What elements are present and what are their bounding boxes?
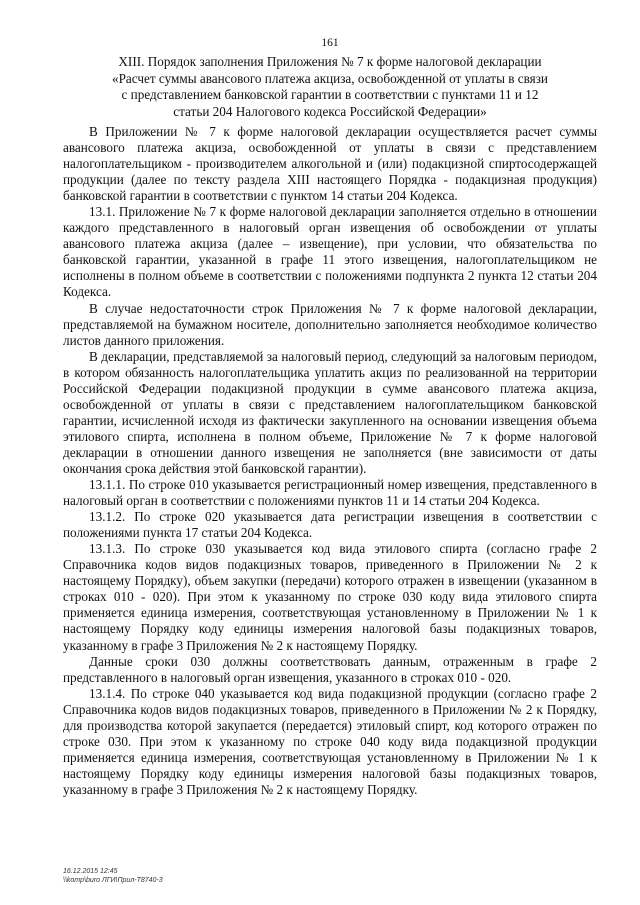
heading-line: статьи 204 Налогового кодекса Российской Федерации» <box>173 103 487 119</box>
heading-line: с представлением банковской гарантии в соответствии с пунктами 11 и 12 <box>121 87 539 102</box>
section-heading <box>63 54 597 120</box>
paragraph-13-1-3: 13.1.3. По строке 030 указывается код вида этилового спирта (согласно графе 2 Справочника кодов видов подакцизных товаров, приведенного в Приложении № 2 к настоящему Порядку), объем закупки (передачи) которого отражен в извещении (указанном в строках 010 - 020). При этом к указанному по строке 030 коду вида этилового спирта применяется единица измерения, соответствующая установленному в Приложении № 1 к настоящему Порядку коду единицы измерения налоговой базы подакцизных товаров, указанному в графе 3 Приложения № 2 к настоящему Порядку. <box>63 541 597 653</box>
heading-line: XIII. Порядок заполнения Приложения № 7 к форме налоговой декларации <box>118 54 542 69</box>
heading-line: «Расчет суммы авансового платежа акциза, освобожденной от уплаты в связи <box>111 70 548 86</box>
file-footer <box>63 868 163 885</box>
footer-path: \\komp\buro ЛГИ\Прил-Т8740-3 <box>63 876 163 884</box>
paragraph-declaration-period: В декларации, представляемой за налоговый период, следующий за налоговым периодом, в котором обязанность налогоплательщика уплатить акциз по реализованной на территории Российской Федерации подакцизной продукции в сумме авансового платежа акциза, освобожденной от уплаты в связи с представлением налогоплательщиком банковской гарантии, исчисленной исходя из фактически закупленного на основании извещения объема этилового спирта, исполнена в полном объеме, Приложение № 7 к форме налоговой декларации в отношении данного извещения не заполняется (вне зависимости от даты окончания срока действия этой банковской гарантии). <box>63 348 597 476</box>
paragraph-intro: В Приложении № 7 к форме налоговой декларации осуществляется расчет суммы авансового платежа акциза, освобожденной от уплаты в связи с представлением налогоплательщиком - производителем алкогольной и (или) подакцизной спиртосодержащей продукции (далее по тексту раздела XIII настоящего Порядка - подакцизная продукция) банковской гарантии в соответствии с пунктом 14 статьи 204 Кодекса. <box>63 124 597 204</box>
paragraph-line-030-data: Данные сроки 030 должны соответствовать данным, отраженным в графе 2 представленного в налоговый орган извещения, указанного в строках 010 - 020. <box>63 653 597 685</box>
paragraph-13-1-4: 13.1.4. По строке 040 указывается код вида подакцизной продукции (согласно графе 2 Справочника кодов видов подакцизных товаров, приведенного в Приложении № 2 к Порядку, для производства которой закупается (передается) этиловый спирт, код которого отражен по строке 030. При этом к указанному по строке 040 коду вида подакцизной продукции применяется единица измерения, соответствующая установленному в Приложении № 1 к настоящему Порядку коду единицы измерения налоговой базы подакцизных товаров, указанному в графе 3 Приложения № 2 к настоящему Порядку. <box>63 685 597 797</box>
document-page <box>63 37 597 798</box>
paragraph-insufficient-rows: В случае недостаточности строк Приложения № 7 к форме налоговой декларации, представляемой на бумажном носителе, дополнительно заполняется необходимое количество листов данного приложения. <box>63 300 597 348</box>
paragraph-13-1-1: 13.1.1. По строке 010 указывается регистрационный номер извещения, представленного в налоговый орган в соответствии с положениями пунктов 11 и 14 статьи 204 Кодекса. <box>63 477 597 509</box>
paragraph-13-1: 13.1. Приложение № 7 к форме налоговой декларации заполняется отдельно в отношении каждого представленного в налоговый орган извещения об освобождении от уплаты авансового платежа акциза (далее – извещение), при условии, что обязательства по банковской гарантии, указанной в графе 11 этого извещения, налогоплательщиком не исполнены в полном объеме в соответствии с положениями подпункта 2 пункта 12 статьи 204 Кодекса. <box>63 204 597 300</box>
footer-timestamp: 16.12.2015 12:45 <box>63 868 118 875</box>
page-number: 161 <box>321 37 339 49</box>
paragraph-13-1-2: 13.1.2. По строке 020 указывается дата регистрации извещения в соответствии с положениями пункта 17 статьи 204 Кодекса. <box>63 509 597 541</box>
